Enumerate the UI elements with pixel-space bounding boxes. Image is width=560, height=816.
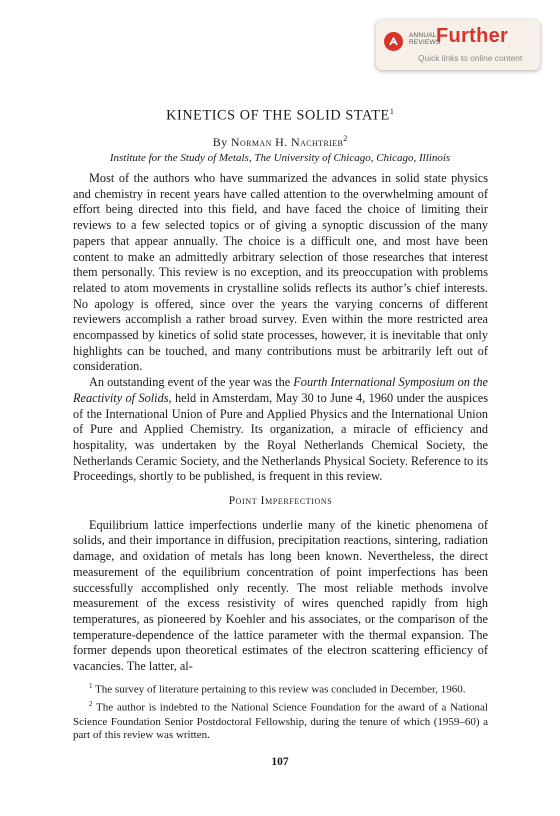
badge-annual-word: ANNUAL [409, 32, 437, 39]
paragraph-point-imperfections: Equilibrium lattice imperfections underlie many of the kinetic phenomena of solids, and their importance in diffusion, precipitation reactions, sintering, radiation damage, and oxidation of metals has long been known. Nevertheless, the direct measurement of the equilibrium concentration of point imperfections has been successfully accomplished only recently. The most reliable methods involve measurement of the excess resistivity of wires quenched rapidly from high temperatures, as pioneered by Koehler and his associates, or the comparison of the temperature-dependence of the lattice parameter with the thermal expansion. The former depends upon theoretical estimates of the electron scattering efficiency of vacancies. The latter, al- [73, 517, 488, 674]
footnote-1-mark: 1 [89, 682, 93, 690]
author-name: Norman H. Nachtrieb [230, 135, 344, 149]
author-footnote-mark: 2 [343, 134, 348, 143]
footnote-2-mark: 2 [89, 700, 93, 709]
author-line [0, 134, 560, 150]
badge-reviews-word: REVIEWS [409, 39, 441, 46]
footnote-2-text: The author is indebted to the National Science Foundation for the award of a National Science Foundation Senior Postdoctoral Fellowship, during the tenure of which (1959–60) a part of this review was written. [73, 702, 488, 742]
paragraph-symposium [73, 375, 488, 485]
further-links-badge[interactable] [376, 20, 540, 70]
badge-further-label: Further [436, 25, 509, 47]
footnote-1-text: The survey of literature pertaining to this review was concluded in December, 1960. [95, 683, 466, 696]
footnotes [73, 680, 488, 744]
badge-subtitle: Quick links to online content [418, 53, 523, 63]
annual-reviews-logo-icon [384, 32, 403, 51]
paragraph-symposium-lead: An outstanding event of the year was the [89, 375, 291, 390]
symposium-title: Fourth International Symposium on the Reactivity of Solids, [73, 375, 489, 405]
author-prefix: By [212, 135, 228, 149]
paragraph-intro: Most of the authors who have summarized the advances in solid state physics and chemistry in recent years have called attention to the overwhelming amount of effort being directed into this field, and have faced the choice of limiting their reviews to a few selected topics or of giving a synoptic discussion of the many papers that appear annually. The choice is a difficult one, and most have been content to make an admittedly arbitrary selection of those researches that interest them personally. This review is no exception, and its preoccupation with problems related to atom movements in crystalline solids reflects its author’s chief interests. No apology is offered, since over the years the varying concerns of different reviewers accomplish a rather broad survey. Even within the more restricted area encompassed by kinetics of solid state processes, however, it is inevitable that only highlights can be touched, and many contributions must be arbitrarily left out of consideration. [73, 171, 488, 374]
author-affiliation: Institute for the Study of Metals, The University of Chicago, Chicago, Illinois [109, 152, 451, 164]
footnote-1 [73, 680, 488, 697]
article-title [0, 107, 560, 125]
footnote-2 [73, 698, 488, 743]
section-heading-point-imperfections: Point Imperfections [228, 495, 333, 508]
title-footnote-mark: 1 [389, 107, 394, 116]
article-body [73, 171, 488, 675]
paragraph-symposium-rest: held in Amsterdam, May 30 to June 4, 1960 under the auspices of the International Union of Pure and Applied Physics and the International Union of Pure and Applied Chemistry. Its organization, a miracle of efficiency and hospitality, was undertaken by the Royal Netherlands Chemical Society, the Netherlands Ceramic Society, and the Netherlands Physical Society. Reference to its Proceedings, shortly to be published, is frequent in this review. [73, 390, 489, 484]
page-number: 107 [271, 756, 289, 768]
article-title-text: KINETICS OF THE SOLID STATE [166, 107, 390, 124]
